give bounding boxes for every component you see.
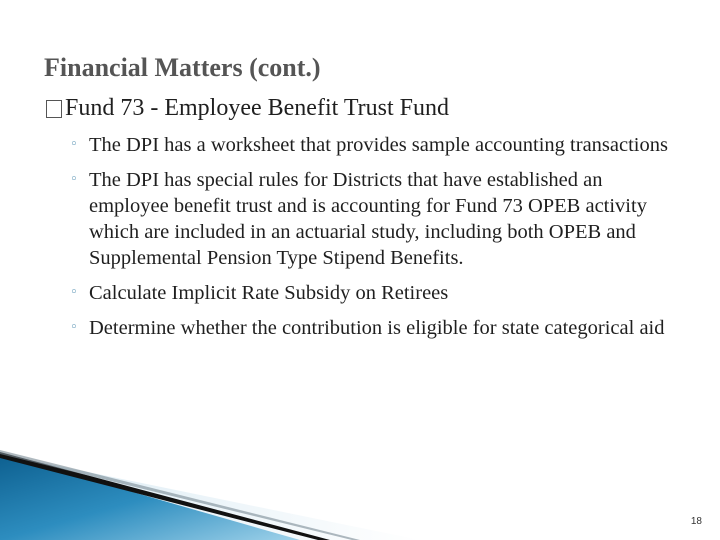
list-item <box>70 280 670 306</box>
list-item <box>70 132 670 158</box>
page-number: 18 <box>690 516 702 527</box>
list-item <box>70 167 670 271</box>
bullet-text: The DPI has a worksheet that provides sample accounting transactions <box>89 134 668 156</box>
bullet-text: Determine whether the contribution is eligible for state categorical aid <box>89 317 665 339</box>
hollow-circle-icon: ◦ <box>70 320 78 335</box>
hollow-circle-icon: ◦ <box>70 137 78 152</box>
slide-title: Financial Matters (cont.) <box>44 53 321 82</box>
square-box-icon <box>46 100 62 118</box>
bullet-text: Calculate Implicit Rate Subsidy on Retirees <box>89 282 449 304</box>
list-item <box>70 315 670 341</box>
level1-text: Fund 73 - Employee Benefit Trust Fund <box>65 95 450 121</box>
bullet-text: The DPI has special rules for Districts that have established an employee benefit trust and is accounting for Fund 73 OPEB activity which are included in an actuarial study, including both OPEB and Supplemental Pension Type Stipend Benefits. <box>89 169 647 269</box>
hollow-circle-icon: ◦ <box>70 172 78 187</box>
level1-item <box>46 95 449 122</box>
sub-bullet-list <box>70 132 670 350</box>
decorative-swoosh <box>0 448 720 540</box>
hollow-circle-icon: ◦ <box>70 285 78 300</box>
